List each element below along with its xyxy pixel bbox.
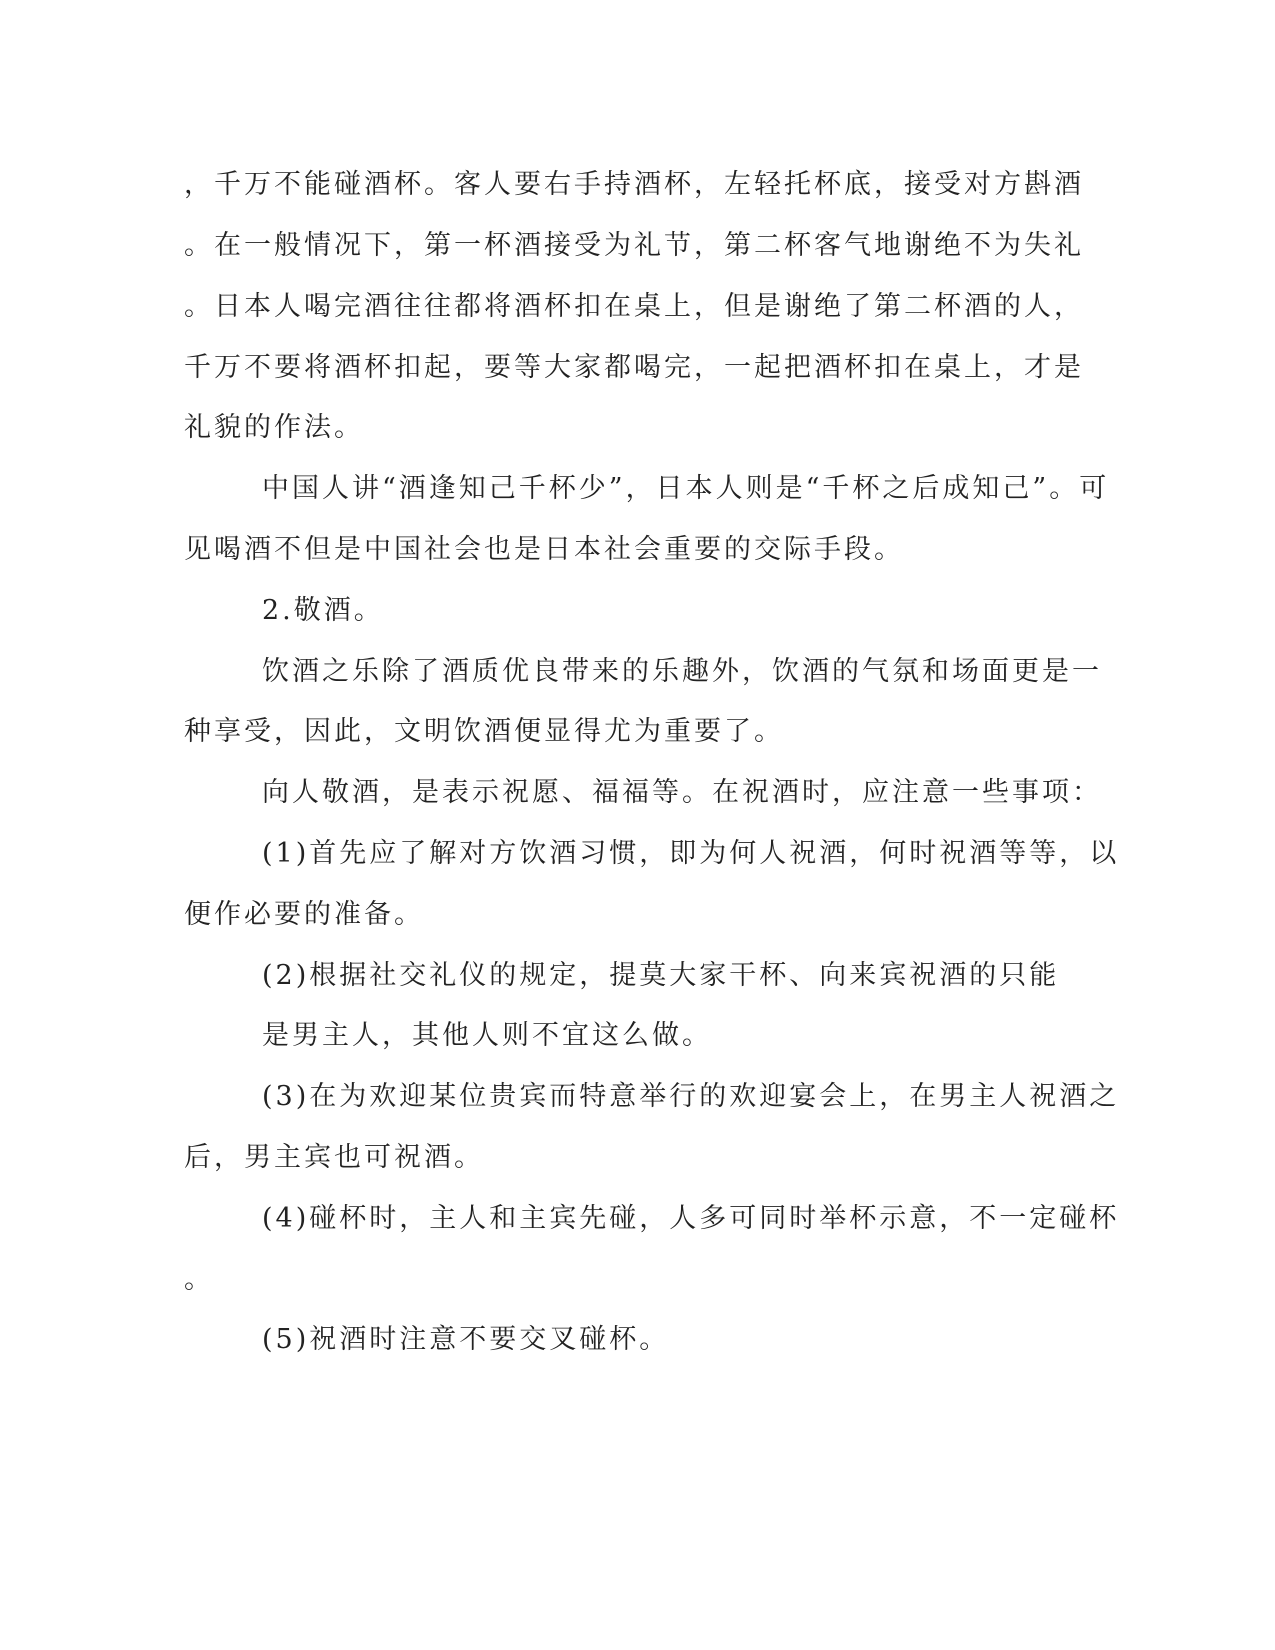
text-line: 。在一般情况下，第一杯酒接受为礼节，第二杯客气地谢绝不为失礼 (184, 230, 1084, 261)
text-line: 饮酒之乐除了酒质优良带来的乐趣外，饮酒的气氛和场面更是一 (262, 656, 1102, 687)
list-item-line: (2)根据社交礼仪的规定，提莫大家干杯、向来宾祝酒的只能 (262, 960, 1060, 991)
text-line: 礼貌的作法。 (184, 412, 364, 443)
text-line: 千万不要将酒杯扣起，要等大家都喝完，一起把酒杯扣在桌上，才是 (184, 352, 1084, 383)
list-item-line: 。 (184, 1264, 214, 1295)
list-item-line: (4)碰杯时，主人和主宾先碰，人多可同时举杯示意，不一定碰杯 (262, 1203, 1120, 1234)
text-line: 种享受，因此，文明饮酒便显得尤为重要了。 (184, 716, 784, 747)
list-item-line: (3)在为欢迎某位贵宾而特意举行的欢迎宴会上，在男主人祝酒之 (262, 1081, 1120, 1112)
text-line: 向人敬酒，是表示祝愿、福福等。在祝酒时，应注意一些事项： (262, 777, 1102, 808)
text-line: 中国人讲“酒逢知己千杯少”，日本人则是“千杯之后成知己”。可 (262, 473, 1110, 504)
list-item-line: 便作必要的准备。 (184, 899, 424, 930)
list-item-line: (1)首先应了解对方饮酒习惯，即为何人祝酒，何时祝酒等等，以 (262, 838, 1120, 869)
list-item-line: (5)祝酒时注意不要交叉碰杯。 (262, 1324, 670, 1355)
list-item-line: 后，男主宾也可祝酒。 (184, 1142, 484, 1173)
list-item-line: 是男主人，其他人则不宜这么做。 (262, 1020, 712, 1051)
text-line: 见喝酒不但是中国社会也是日本社会重要的交际手段。 (184, 534, 904, 565)
text-line: 。日本人喝完酒往往都将酒杯扣在桌上，但是谢绝了第二杯酒的人， (184, 291, 1084, 322)
text-line: ，千万不能碰酒杯。客人要右手持酒杯，左轻托杯底，接受对方斟酒 (184, 169, 1084, 200)
section-heading: 2.敬酒。 (262, 595, 384, 626)
